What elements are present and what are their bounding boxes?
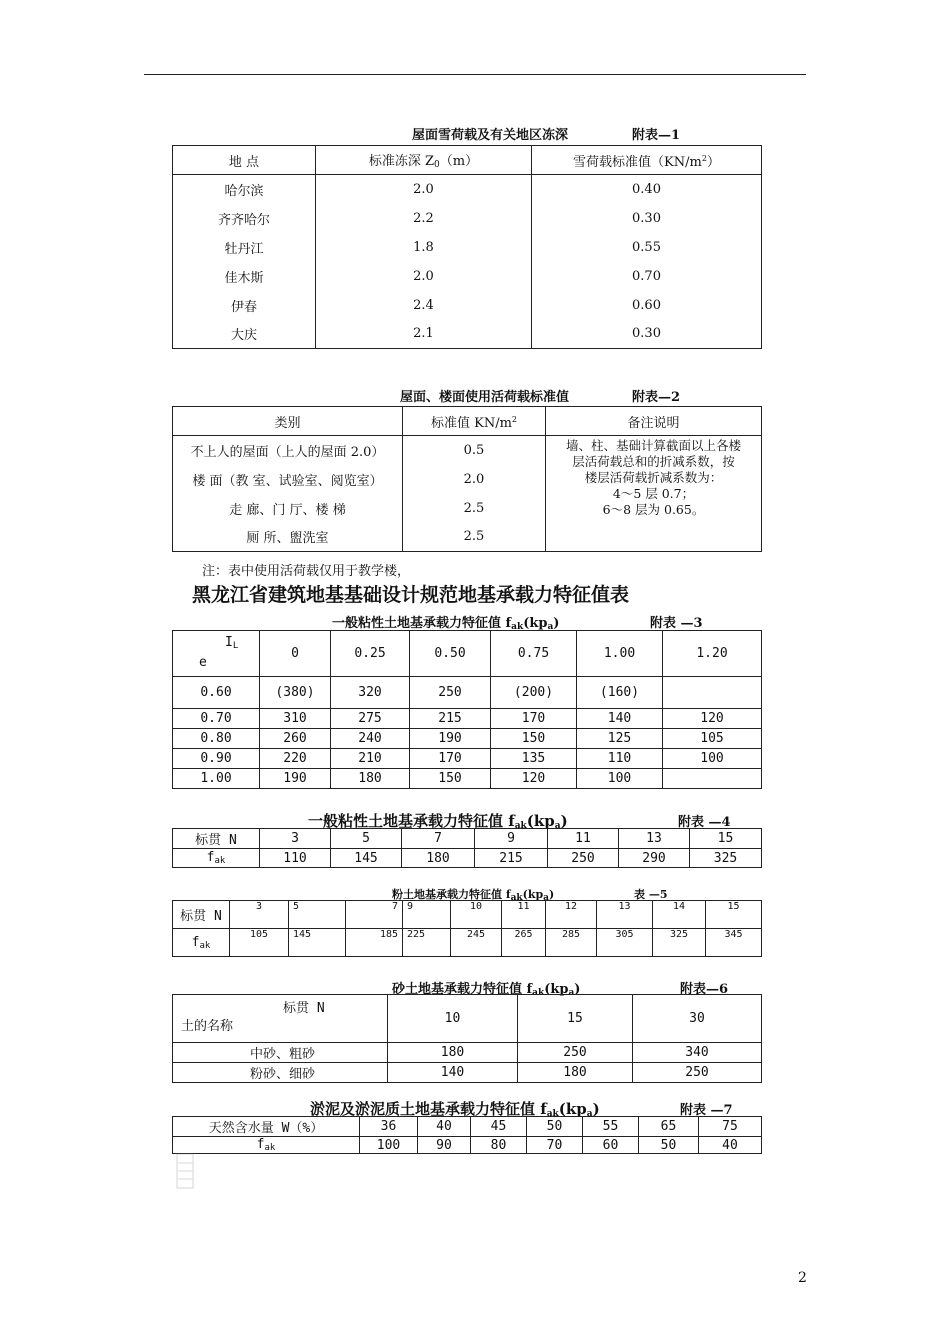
- table2-cell: 2.5: [403, 494, 546, 523]
- table3-cell: 0.70: [173, 709, 260, 729]
- table2-note: 注：表中使用活荷载仅用于教学楼，: [202, 564, 411, 579]
- table2-cell: 2.5: [403, 523, 546, 552]
- table3-cell: 100: [577, 769, 663, 789]
- table3-col-header: 0.75: [491, 631, 577, 677]
- table4-cell: 145: [331, 849, 402, 868]
- table1-label: 附表—1: [632, 128, 681, 143]
- table3-cell: 260: [260, 729, 331, 749]
- table5-cell: 105: [230, 929, 289, 957]
- table2-remark: [546, 436, 762, 552]
- table2-cell: 不上人的屋面（上人的屋面 2.0）: [173, 436, 403, 465]
- table7-cell: 36: [360, 1117, 418, 1137]
- page-title: 黑龙江省建筑地基基础设计规范地基承载力特征值表: [192, 584, 630, 606]
- faint-stamp-icon: [176, 1153, 194, 1189]
- table3-title: 一般粘性土地基承载力特征值 $f_{ak}(kp_a)$: [332, 616, 560, 632]
- table7-cell: 80: [471, 1137, 527, 1154]
- table3-cell: 215: [410, 709, 491, 729]
- table3-corner-top: $I_L$: [225, 635, 239, 651]
- table1-header-location: 地 点: [173, 146, 316, 175]
- table7-cell: 100: [360, 1137, 418, 1154]
- table3-cell: 0.90: [173, 749, 260, 769]
- table6-corner-top: 标贯 N: [283, 1001, 325, 1016]
- table2-header-value: 标准值 $KN/m^2$: [403, 407, 546, 436]
- table1-header-depth: 标准冻深 $Z_0(m)$: [316, 146, 532, 175]
- table5-row-head: $f_{ak}$: [173, 929, 230, 957]
- table2-cell: 2.0: [403, 465, 546, 494]
- table1-caption: [412, 124, 681, 143]
- table5-cell: 10: [451, 901, 502, 929]
- table3-label: 附表 —3: [650, 616, 703, 631]
- table3-cell: 120: [663, 709, 762, 729]
- table4-cell: 215: [475, 849, 548, 868]
- table6-corner: [173, 995, 388, 1043]
- table2-caption: [400, 386, 681, 405]
- table1-header-row: [173, 146, 762, 175]
- table2-cell: 厕 所、盥洗室: [173, 523, 403, 552]
- table6: [172, 994, 762, 1083]
- table3-cell: 240: [331, 729, 410, 749]
- table1-cell: 2.2: [316, 204, 532, 233]
- table4-row-head: $f_{ak}$: [173, 849, 260, 868]
- table1-cell: 齐齐哈尔: [173, 204, 316, 233]
- table1-cell: 0.30: [532, 320, 762, 349]
- table-row: [173, 1063, 762, 1083]
- table7: [172, 1116, 762, 1154]
- table3-cell: 310: [260, 709, 331, 729]
- table5-label: 表 —5: [634, 888, 668, 901]
- table4-cell: 110: [260, 849, 331, 868]
- table3-cell: 170: [491, 709, 577, 729]
- table2-remark-line: 4～5 层 0.7；: [612, 486, 695, 501]
- table4-cell: 250: [548, 849, 619, 868]
- table5-cell: 15: [706, 901, 762, 929]
- table3-cell: 135: [491, 749, 577, 769]
- table3-cell: 105: [663, 729, 762, 749]
- table5-cell: 14: [653, 901, 706, 929]
- table7-cell: 45: [471, 1117, 527, 1137]
- table6-col-header: 15: [518, 995, 633, 1043]
- table-row: [173, 204, 762, 233]
- table-row: [173, 901, 762, 929]
- table5-cell: 285: [546, 929, 597, 957]
- table-row: [173, 677, 762, 709]
- table1-cell: 1.8: [316, 233, 532, 262]
- table3-col-header: 0.25: [331, 631, 410, 677]
- table1-cell: 2.4: [316, 291, 532, 320]
- table7-cell: 50: [639, 1137, 699, 1154]
- table7-cell: 65: [639, 1117, 699, 1137]
- table3-cell: 190: [410, 729, 491, 749]
- table7-cell: 40: [418, 1117, 471, 1137]
- table3-cell: 180: [331, 769, 410, 789]
- table4-row-head: 标贯 N: [173, 829, 260, 849]
- table6-corner-bottom: 土的名称: [181, 1019, 234, 1034]
- table3-cell: 150: [491, 729, 577, 749]
- table5-cell: 3: [230, 901, 289, 929]
- table1-cell: 2.0: [316, 175, 532, 204]
- table-row: [173, 729, 762, 749]
- table4-cell: 325: [690, 849, 762, 868]
- table3-cell: 170: [410, 749, 491, 769]
- table1-cell: 0.60: [532, 291, 762, 320]
- table3-col-header: 0.50: [410, 631, 491, 677]
- table2-header-row: [173, 407, 762, 436]
- table5-cell: 9: [403, 901, 451, 929]
- table3-cell: 1.00: [173, 769, 260, 789]
- table5-cell: 325: [653, 929, 706, 957]
- table1-cell: 2.1: [316, 320, 532, 349]
- table-row: [173, 709, 762, 729]
- table3-cell: 120: [491, 769, 577, 789]
- table-row: [173, 262, 762, 291]
- table2-header-remark: 备注说明: [546, 407, 762, 436]
- table3-cell: 110: [577, 749, 663, 769]
- table3-cell: 210: [331, 749, 410, 769]
- table1-header-snow: 雪荷载标准值$(KN/m^2)$: [532, 146, 762, 175]
- table3-col-header: 0: [260, 631, 331, 677]
- table7-row-head: 天然含水量 W（%）: [173, 1117, 360, 1137]
- table7-cell: 50: [527, 1117, 583, 1137]
- table3-cell: 150: [410, 769, 491, 789]
- table4-cell: 7: [402, 829, 475, 849]
- table7-cell: 40: [699, 1137, 762, 1154]
- table3-cell: [663, 769, 762, 789]
- table1-cell: 0.30: [532, 204, 762, 233]
- table6-cell: 250: [518, 1043, 633, 1063]
- table-row: [173, 1137, 762, 1154]
- table1-cell: 2.0: [316, 262, 532, 291]
- table2: [172, 406, 762, 552]
- table3-cell: (160): [577, 677, 663, 709]
- table-row: [173, 929, 762, 957]
- table5-cell: 265: [502, 929, 546, 957]
- table3-cell: (200): [491, 677, 577, 709]
- table6-cell: 180: [388, 1043, 518, 1063]
- table7-cell: 60: [583, 1137, 639, 1154]
- table6-cell: 180: [518, 1063, 633, 1083]
- table6-label: 附表—6: [680, 982, 729, 997]
- table5-cell: 345: [706, 929, 762, 957]
- table7-row-head: $f_{ak}$: [173, 1137, 360, 1154]
- table3-cell: 0.80: [173, 729, 260, 749]
- table5-cell: 13: [597, 901, 653, 929]
- table-row: [173, 749, 762, 769]
- table3-cell: [663, 677, 762, 709]
- table5: [172, 900, 762, 957]
- table-row: [173, 769, 762, 789]
- table3-cell: 125: [577, 729, 663, 749]
- table3-corner: [173, 631, 260, 677]
- table2-remark-line: 楼层活荷载折减系数为：: [584, 470, 723, 485]
- table4-cell: 5: [331, 829, 402, 849]
- table5-row-head: 标贯 N: [173, 901, 230, 929]
- table3-cell: 220: [260, 749, 331, 769]
- table5-cell: 145: [289, 929, 346, 957]
- table5-cell: 11: [502, 901, 546, 929]
- table2-remark-line: 墙、柱、基础计算截面以上各楼: [565, 438, 741, 453]
- table3-caption: [332, 612, 703, 632]
- table3-col-header: 1.20: [663, 631, 762, 677]
- table4-cell: 11: [548, 829, 619, 849]
- table1-cell: 0.70: [532, 262, 762, 291]
- table4-title: 一般粘性土地基承载力特征值 $f_{ak}(kp_a)$: [308, 812, 568, 831]
- table7-title: 淤泥及淤泥质土地基承载力特征值 $f_{ak}(kp_a)$: [310, 1100, 600, 1119]
- table1-cell: 0.40: [532, 175, 762, 204]
- table2-cell: 走 廊、门 厅、楼 梯: [173, 494, 403, 523]
- table1-cell: 哈尔滨: [173, 175, 316, 204]
- table5-cell: 225: [403, 929, 451, 957]
- table2-cell: 0.5: [403, 436, 546, 465]
- table5-cell: 12: [546, 901, 597, 929]
- table4-cell: 15: [690, 829, 762, 849]
- table-row: [173, 829, 762, 849]
- table7-label: 附表 —7: [680, 1103, 733, 1118]
- page-number: 2: [798, 1270, 807, 1286]
- table4-cell: 180: [402, 849, 475, 868]
- table1-cell: 佳木斯: [173, 262, 316, 291]
- table3-corner-bottom: e: [199, 655, 207, 670]
- table6-cell: 140: [388, 1063, 518, 1083]
- table6-header-row: [173, 995, 762, 1043]
- table3-cell: 100: [663, 749, 762, 769]
- table5-cell: 305: [597, 929, 653, 957]
- table1-cell: 0.55: [532, 233, 762, 262]
- table3-cell: 250: [410, 677, 491, 709]
- table2-remark-line: 层活荷载总和的折减系数，按: [572, 454, 735, 469]
- table4-label: 附表 —4: [678, 815, 731, 830]
- table3-cell: 190: [260, 769, 331, 789]
- table3-cell: 140: [577, 709, 663, 729]
- table-row: [173, 1117, 762, 1137]
- table5-title: 粉土地基承载力特征值 $f_{ak}(kp_a)$: [392, 888, 555, 903]
- table3: [172, 630, 762, 789]
- table6-cell: 250: [633, 1063, 762, 1083]
- table1: [172, 145, 762, 349]
- table6-cell: 粉砂、细砂: [173, 1063, 388, 1083]
- table5-cell: 245: [451, 929, 502, 957]
- table6-col-header: 30: [633, 995, 762, 1043]
- table7-cell: 90: [418, 1137, 471, 1154]
- table2-label: 附表—2: [632, 390, 681, 405]
- table5-cell: 7: [346, 901, 403, 929]
- table-row: [173, 291, 762, 320]
- table3-cell: (380): [260, 677, 331, 709]
- table4-cell: 13: [619, 829, 690, 849]
- table4: [172, 828, 762, 868]
- table7-cell: 75: [699, 1117, 762, 1137]
- table-row: [173, 320, 762, 349]
- table-row: [173, 175, 762, 204]
- table2-remark-line: 6～8 层为 0.65。: [602, 502, 705, 517]
- table7-cell: 70: [527, 1137, 583, 1154]
- table4-cell: 3: [260, 829, 331, 849]
- table4-cell: 9: [475, 829, 548, 849]
- table2-header-category: 类别: [173, 407, 403, 436]
- table1-cell: 大庆: [173, 320, 316, 349]
- table3-cell: 275: [331, 709, 410, 729]
- table-row: [173, 436, 762, 465]
- table3-cell: 0.60: [173, 677, 260, 709]
- table6-title: 砂土地基承载力特征值 $f_{ak}(kp_a)$: [392, 982, 581, 998]
- table-row: [173, 233, 762, 262]
- table1-title: 屋面雪荷载及有关地区冻深: [412, 128, 569, 143]
- table6-cell: 340: [633, 1043, 762, 1063]
- table6-col-header: 10: [388, 995, 518, 1043]
- table2-cell: 楼 面（教 室、试验室、阅览室）: [173, 465, 403, 494]
- table-row: [173, 849, 762, 868]
- table7-cell: 55: [583, 1117, 639, 1137]
- table3-header-row: [173, 631, 762, 677]
- table2-title: 屋面、楼面使用活荷载标准值: [400, 390, 570, 405]
- table-row: [173, 1043, 762, 1063]
- table5-cell: 5: [289, 901, 346, 929]
- table5-cell: 185: [346, 929, 403, 957]
- table3-col-header: 1.00: [577, 631, 663, 677]
- table1-cell: 牡丹江: [173, 233, 316, 262]
- table1-cell: 伊春: [173, 291, 316, 320]
- table6-cell: 中砂、粗砂: [173, 1043, 388, 1063]
- header-rule: [144, 74, 806, 75]
- table4-cell: 290: [619, 849, 690, 868]
- table3-cell: 320: [331, 677, 410, 709]
